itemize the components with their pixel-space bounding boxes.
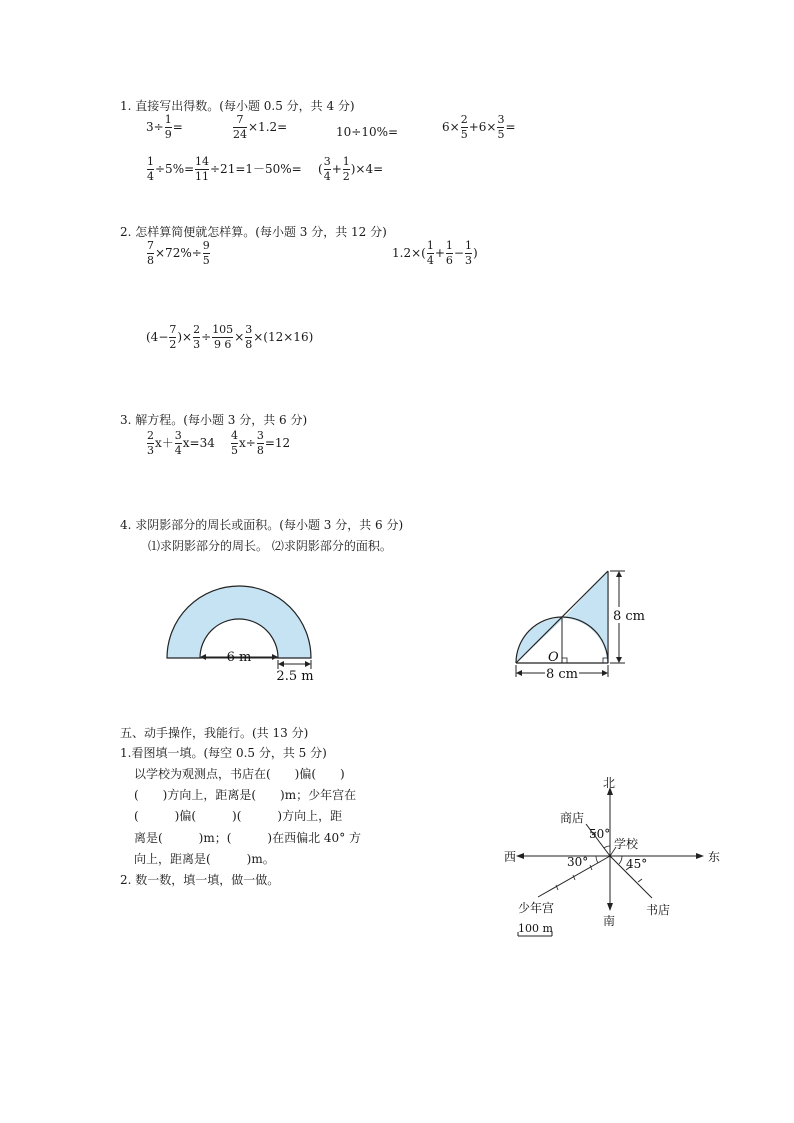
north-label: 北 [603, 776, 616, 790]
store-label: 商店 [560, 811, 585, 825]
half-ring-shaded [167, 586, 311, 658]
triangle-shaded [564, 571, 607, 663]
q1-expr-7: ( $\frac{3}{4}$ + $\frac{1}{2}$ )×4= [318, 155, 384, 183]
q1-expr-5: $\frac{1}{4}$ ÷5%= [147, 155, 195, 183]
bookstore-label: 书店 [646, 903, 671, 917]
q4-subtitle: ⑴求阴影部分的周长。 ⑵求阴影部分的面积。 [148, 539, 392, 553]
east-label: 东 [708, 850, 721, 864]
school-label: 学校 [614, 837, 639, 851]
q2-title: 2. 怎样算简便就怎样算。(每小题 3 分，共 12 分) [120, 225, 387, 239]
q3-eq-1: $\frac{2}{3}$ x＋ $\frac{3}{4}$ x=34 [147, 429, 215, 457]
scale-label: 100 m [518, 922, 553, 935]
compass-map [500, 775, 730, 940]
q5-line-4: 离是( )m；( )在西偏北 40° 方 [134, 831, 362, 845]
west-label: 西 [504, 850, 517, 864]
q5-line-5: 向上，距离是( )m。 [134, 852, 275, 866]
inner-diameter-label: 6 m [226, 650, 252, 665]
q5-sub2-title: 2. 数一数，填一填，做一做。 [120, 873, 280, 887]
angle-50-label: 50° [589, 827, 611, 841]
angle-45-label: 45° [626, 857, 648, 871]
q2-expr-1: $\frac{7}{8}$ ×72%÷ $\frac{9}{5}$ [147, 239, 210, 267]
q4-title: 4. 求阴影部分的周长或面积。(每小题 3 分，共 6 分) [120, 518, 404, 532]
q3-eq-2: $\frac{4}{5}$ x÷ $\frac{3}{8}$ =12 [231, 429, 291, 457]
q5-line-1: 以学校为观测点，书店在( )偏( ) [134, 767, 345, 781]
q2-expr-3: (4− $\frac{7}{2}$ )× $\frac{2}{3}$ ÷ $\frac{105}{9 6}$ × $\frac{3}{8}$ ×(12×16) [146, 323, 314, 351]
q3-title: 3. 解方程。(每小题 3 分，共 6 分) [120, 413, 308, 427]
q5-sub1-title: 1.看图填一填。(每空 0.5 分，共 5 分) [120, 746, 327, 760]
q1-expr-1: 3÷ $\frac{1}{9}$ = [146, 113, 183, 141]
q1-title: 1. 直接写出得数。(每小题 0.5 分，共 4 分) [120, 99, 355, 113]
q5-title: 五、动手操作，我能行。(共 13 分) [120, 726, 309, 740]
q1-expr-2: $\frac{7}{24}$ ×1.2= [233, 113, 288, 141]
half-ring-figure [160, 578, 330, 688]
q1-expr-6: $\frac{14}{11}$ ÷21=1－50%= [195, 155, 302, 183]
angle-30-label: 30° [567, 855, 589, 869]
youth-palace-label: 少年宫 [518, 901, 555, 915]
center-label-o: O [548, 650, 559, 665]
semicircle-triangle-figure [505, 563, 665, 688]
height-label: 8 cm [613, 609, 646, 624]
base-label: 8 cm [545, 667, 579, 682]
q1-row1 [146, 114, 183, 141]
q1-expr-4: 6× $\frac{2}{5}$ +6× $\frac{3}{5}$ = [442, 113, 516, 141]
q5-line-2: ( )方向上，距离是( )m；少年宫在 [134, 788, 357, 802]
south-label: 南 [603, 914, 616, 928]
ring-width-label: 2.5 m [276, 669, 314, 684]
q2-expr-2: 1.2×( $\frac{1}{4}$ + $\frac{1}{6}$ − $\frac{1}{3}$ ) [392, 239, 478, 267]
q1-expr-3: 10÷10%= [336, 125, 399, 139]
q5-line-3: ( )偏( )( )方向上，距 [134, 809, 343, 823]
